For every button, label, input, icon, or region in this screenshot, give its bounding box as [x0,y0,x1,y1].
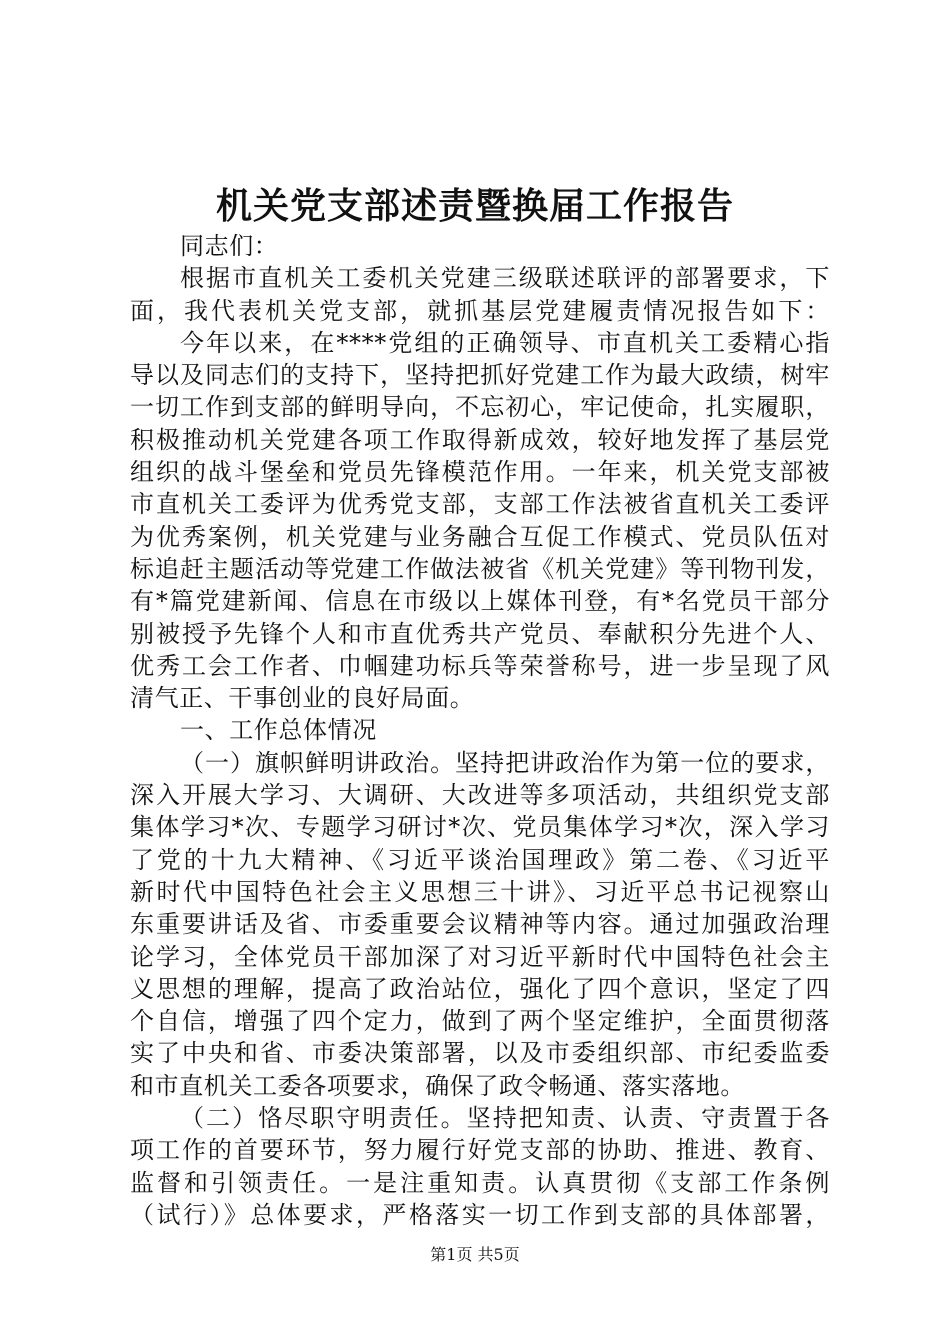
text-line: 清气正、干事创业的良好局面。 [130,684,475,713]
text-line: 面，我代表机关党支部，就抓基层党建履责情况报告如下： [130,296,830,325]
text-line: 标追赶主题活动等党建工作做法被省《机关党建》等刊物刊发， [130,554,830,583]
text-line: 义思想的理解，提高了政治站位，强化了四个意识，坚定了四 [130,974,830,1003]
text-line: 和市直机关工委各项要求，确保了政令畅通、落实落地。 [130,1071,745,1100]
text-line: 今年以来，在****党组的正确领导、市直机关工委精心指 [180,328,830,357]
text-line: 论学习，全体党员干部加深了对习近平新时代中国特色社会主 [130,942,830,971]
text-line: 了党的十九大精神、《习近平谈治国理政》第二卷、《习近平 [130,845,830,874]
text-line: 导以及同志们的支持下，坚持把抓好党建工作为最大政绩，树牢 [130,361,830,390]
text-line: 个自信，增强了四个定力，做到了两个坚定维护，全面贯彻落 [130,1007,830,1036]
text-line: 根据市直机关工委机关党建三级联述联评的部署要求，下 [180,264,830,293]
text-line: 东重要讲话及省、市委重要会议精神等内容。通过加强政治理 [130,910,830,939]
text-line: 项工作的首要环节，努力履行好党支部的协助、推进、教育、 [130,1136,830,1165]
text-line: 积极推动机关党建各项工作取得新成效，较好地发挥了基层党 [130,425,830,454]
text-line: 新时代中国特色社会主义思想三十讲》、习近平总书记视察山 [130,877,830,906]
text-line: 优秀工会工作者、巾帼建功标兵等荣誉称号，进一步呈现了风 [130,651,830,680]
document-title: 机关党支部述责暨换届工作报告 [215,185,734,227]
page-footer: 第1页 共5页 [430,1245,520,1264]
text-line: （一）旗帜鲜明讲政治。坚持把讲政治作为第一位的要求， [180,748,830,777]
text-line: 集体学习*次、专题学习研讨*次、党员集体学习*次，深入学习 [130,813,830,842]
text-line: 市直机关工委评为优秀党支部，支部工作法被省直机关工委评 [130,490,830,519]
text-line: 为优秀案例，机关党建与业务融合互促工作模式、党员队伍对 [130,522,830,551]
document-body [130,230,830,1231]
text-line: 深入开展大学习、大调研、大改进等多项活动，共组织党支部 [130,781,830,810]
text-line: 同志们： [180,232,279,260]
section-heading: 一、工作总体情况 [180,716,377,745]
text-line: （二）恪尽职守明责任。坚持把知责、认责、守责置于各 [180,1104,830,1133]
text-line: 一切工作到支部的鲜明导向，不忘初心，牢记使命，扎实履职， [130,393,830,422]
text-line: 组织的战斗堡垒和党员先锋模范作用。一年来，机关党支部被 [130,458,830,487]
text-line: 监督和引领责任。一是注重知责。认真贯彻《支部工作条例 [130,1168,830,1197]
text-line: 别被授予先锋个人和市直优秀共产党员、奉献积分先进个人、 [130,619,830,648]
text-line: （试行）》总体要求，严格落实一切工作到支部的具体部署， [130,1200,830,1229]
text-line: 实了中央和省、市委决策部署，以及市委组织部、市纪委监委 [130,1039,830,1068]
text-line: 有*篇党建新闻、信息在市级以上媒体刊登，有*名党员干部分 [130,587,830,616]
